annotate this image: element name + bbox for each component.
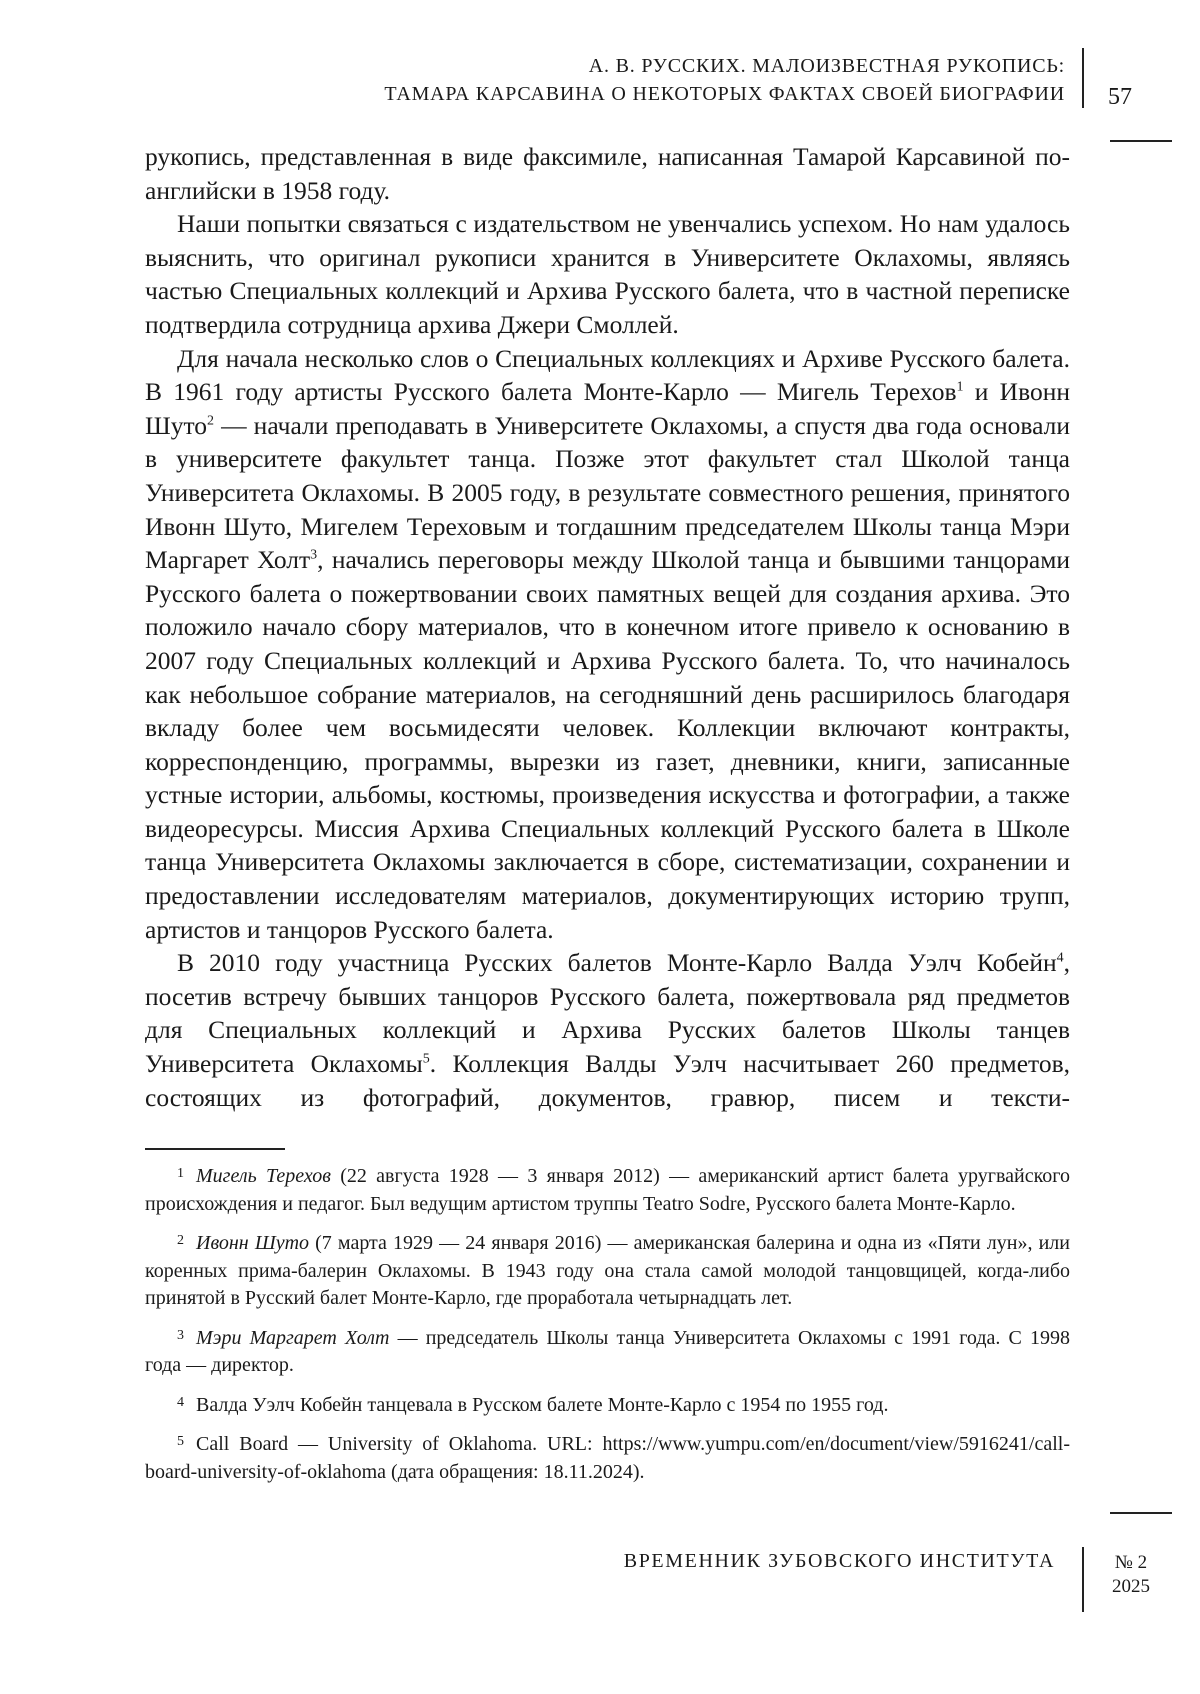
footnote-text: — председатель Школы танца Университета Оклахомы с 1991 года. С 1998 года — директор. [145, 1326, 1071, 1376]
footnote-1 [145, 1160, 1070, 1218]
footer-divider-horizontal [1110, 1512, 1172, 1514]
footnote-number: 1 [177, 1166, 184, 1181]
header-divider-horizontal [1110, 140, 1172, 142]
footnote-text: Валда Уэлч Кобейн танцевала в Русском балете Монте-Карло с 1954 по 1955 год. [196, 1393, 889, 1416]
footnote-number: 4 [177, 1394, 184, 1410]
running-head [165, 52, 1065, 108]
page-number: 57 [1108, 84, 1132, 110]
footnote-name: Мигель Терехов [196, 1165, 331, 1187]
paragraph-1: рукопись, представленная в виде факсимиле, написанная Тамарой Карсавиной по-английски в 1958 году. [145, 142, 1070, 205]
header-divider-vertical [1082, 48, 1084, 108]
footnote-ref-5[interactable]: 5 [422, 1051, 430, 1067]
footnote-ref-2[interactable]: 2 [207, 413, 215, 429]
footnote-ref-4[interactable]: 4 [1056, 950, 1064, 966]
footnotes [145, 1160, 1070, 1495]
paragraph-4-text-c: . Коллекция Валды Уэлч насчитывает 260 предметов, состоящих из фотографий, документов, гравюр, писем и тексти- [145, 1049, 1070, 1112]
running-head-line-1: А. В. РУССКИХ. МАЛОИЗВЕСТНАЯ РУКОПИСЬ: [588, 55, 1065, 77]
paragraph-3-text-a: Для начала несколько слов о Специальных коллекциях и Архиве Русского балета. В 1961 году артисты Русского балета Монте-Карло — Мигель Терехов [145, 343, 1070, 407]
paragraph-3-text-b: и Ивонн Шуто [145, 377, 1070, 440]
footnote-number: 5 [177, 1434, 184, 1449]
paragraph-4-text-a: В 2010 году участница Русских балетов Монте-Карло Валда Уэлч Кобейн [177, 948, 1057, 978]
footnote-text: Call Board — University of Oklahoma. URL: https://www.yumpu.com/en/document/view/5916241/call-board-university-of-oklahoma (дата обращения: 18.11.2024). [145, 1433, 1070, 1483]
footnote-3 [145, 1322, 1070, 1380]
paragraph-3-text-c: — начали преподавать в Университете Оклахомы, а спустя два года основали в университете факультет танца. Позже этот факультет стал Школой танца Университета Оклахомы. В 2005 году, в результате совместного решения, принятого Ивонн Шуто, Мигелем Тереховым и тогдашним председателем Школы танца Мэри Маргарет Холт [145, 410, 1070, 575]
article-body [145, 140, 1070, 1114]
issue-info [1100, 1551, 1162, 1599]
paragraph-3-text-d: , начались переговоры между Школой танца и бывшими танцорами Русского балета о пожертвовании своих памятных вещей для создания архива. Это положило начало сбору материалов, что в конечном итоге привело к основанию в 2007 году Специальных коллекций и Архива Русского балета. То, что начиналось как небольшое собрание материалов, на сегодняшний день расширилось благодаря вкладу более чем восьмидесяти человек. Коллекции включают контракты, корреспонденцию, программы, вырезки из газет, дневники, книги, записанные устные истории, альбомы, костюмы, произведения искусства и фотографии, а также видеоресурсы. Миссия Архива Специальных коллекций Русского балета в Школе танца Университета Оклахомы заключается в сборе, систематизации, сохранении и предоставлении исследователям материалов, документирующих историю трупп, артистов и танцоров Русского балета. [145, 545, 1070, 944]
running-head-line-2: ТАМАРА КАРСАВИНА О НЕКОТОРЫХ ФАКТАХ СВОЕЙ БИОГРАФИИ [384, 83, 1065, 105]
footnote-ref-3[interactable]: 3 [310, 547, 318, 563]
footnote-name: Ивонн Шуто [196, 1232, 310, 1254]
footnote-2 [145, 1227, 1070, 1313]
paragraph-4 [145, 946, 1070, 1114]
journal-title: ВРЕМЕННИК ЗУБОВСКОГО ИНСТИТУТА [623, 1550, 1055, 1572]
issue-number: № 2 [1114, 1552, 1148, 1573]
paragraph-2: Наши попытки связаться с издательством не увенчались успехом. Но нам удалось выяснить, что оригинал рукописи хранится в Университете Оклахомы, являясь частью Специальных коллекций и Архива Русского балета, что в частной переписке подтвердила сотрудница архива Джери Смоллей. [145, 209, 1070, 339]
footnote-number: 3 [177, 1327, 184, 1343]
footnote-rule [145, 1148, 285, 1150]
footnote-name: Мэри Маргарет Холт [196, 1326, 390, 1349]
footer-divider-vertical [1082, 1547, 1084, 1612]
paragraph-4-text-b: , посетив встречу бывших танцоров Русского балета, пожертвовала ряд предметов для Специальных коллекций и Архива Русских балетов Школы танцев Университета Оклахомы [145, 948, 1070, 1079]
footnote-ref-1[interactable]: 1 [956, 379, 964, 395]
footnote-number: 2 [177, 1233, 184, 1248]
footnote-text: (7 марта 1929 — 24 января 2016) — американская балерина и одна из «Пяти лун», или коренных прима-балерин Оклахомы. В 1943 году она стала самой молодой танцовщицей, когда-либо принятой в Русский балет Монте-Карло, где проработала четырнадцать лет. [145, 1232, 1070, 1309]
issue-year: 2025 [1112, 1576, 1150, 1597]
footnote-4 [145, 1389, 1070, 1420]
paragraph-3 [145, 342, 1070, 947]
footnote-5 [145, 1428, 1070, 1486]
footnote-text: (22 августа 1928 — 3 января 2012) — американский артист балета уругвайского происхождения и педагог. Был ведущим артистом труппы Teatro Sodre, Русского балета Монте-Карло. [145, 1165, 1070, 1215]
